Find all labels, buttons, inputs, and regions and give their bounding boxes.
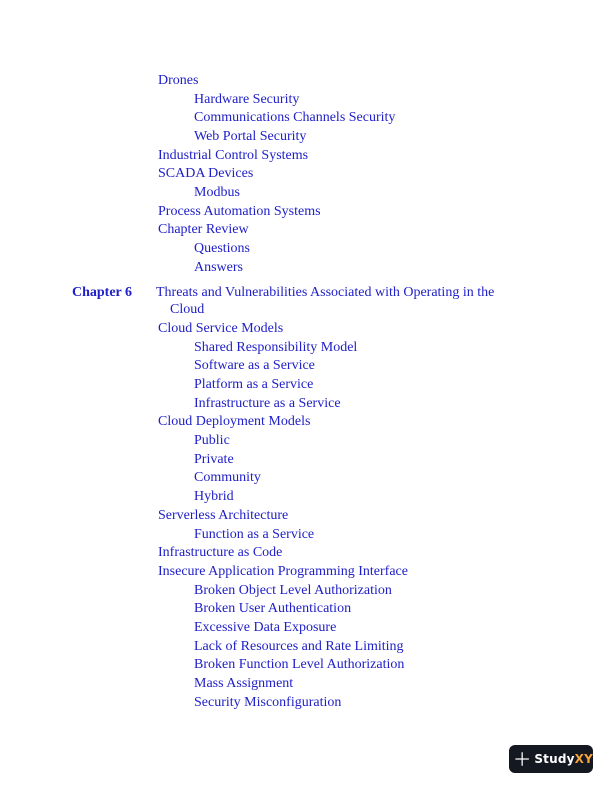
- toc-item-serverless-architecture[interactable]: Serverless Architecture: [158, 508, 289, 523]
- toc-item-web-portal-security[interactable]: Web Portal Security: [194, 129, 307, 144]
- toc-item-broken-function-level-authorization[interactable]: Broken Function Level Authorization: [194, 657, 405, 672]
- chapter-title[interactable]: [156, 284, 536, 318]
- toc-item-software-as-a-service[interactable]: Software as a Service: [194, 358, 315, 373]
- plus-sparkle-icon: [515, 751, 529, 767]
- studyxy-brand: [534, 752, 593, 766]
- studyxy-brand-main: Study: [534, 752, 575, 766]
- toc-item-community[interactable]: Community: [194, 470, 261, 485]
- toc-item-chapter-review[interactable]: Chapter Review: [158, 222, 249, 237]
- toc-item-excessive-data-exposure[interactable]: Excessive Data Exposure: [194, 620, 337, 635]
- toc-item-communications-channels-security[interactable]: Communications Channels Security: [194, 110, 396, 125]
- toc-item-hardware-security[interactable]: Hardware Security: [194, 92, 300, 107]
- toc-item-platform-as-a-service[interactable]: Platform as a Service: [194, 377, 314, 392]
- toc-item-process-automation-systems[interactable]: Process Automation Systems: [158, 204, 321, 219]
- toc-item-modbus[interactable]: Modbus: [194, 185, 240, 200]
- toc-item-infrastructure-as-code[interactable]: Infrastructure as Code: [158, 545, 283, 560]
- chapter-title-line-2: Cloud: [170, 302, 205, 317]
- toc-item-mass-assignment[interactable]: Mass Assignment: [194, 676, 294, 691]
- toc-item-insecure-api[interactable]: Insecure Application Programming Interface: [158, 564, 408, 579]
- toc-item-industrial-control-systems[interactable]: Industrial Control Systems: [158, 148, 309, 163]
- studyxy-badge[interactable]: [509, 745, 593, 773]
- chapter-number[interactable]: Chapter 6: [72, 285, 133, 300]
- toc-item-security-misconfiguration[interactable]: Security Misconfiguration: [194, 695, 342, 710]
- toc-item-lack-of-resources-and-rate-limiting[interactable]: Lack of Resources and Rate Limiting: [194, 639, 404, 654]
- studyxy-brand-accent: XY: [574, 752, 593, 766]
- toc-item-broken-user-authentication[interactable]: Broken User Authentication: [194, 601, 352, 616]
- toc-item-scada-devices[interactable]: SCADA Devices: [158, 166, 254, 181]
- toc-item-drones[interactable]: Drones: [158, 73, 199, 88]
- toc-item-private[interactable]: Private: [194, 452, 234, 467]
- toc-item-shared-responsibility-model[interactable]: Shared Responsibility Model: [194, 340, 358, 355]
- toc-item-cloud-deployment-models[interactable]: Cloud Deployment Models: [158, 414, 311, 429]
- toc-item-infrastructure-as-a-service[interactable]: Infrastructure as a Service: [194, 396, 341, 411]
- toc-item-cloud-service-models[interactable]: Cloud Service Models: [158, 321, 284, 336]
- toc-item-hybrid[interactable]: Hybrid: [194, 489, 234, 504]
- toc-item-broken-object-level-authorization[interactable]: Broken Object Level Authorization: [194, 583, 392, 598]
- toc-item-answers[interactable]: Answers: [194, 260, 243, 275]
- toc-item-public[interactable]: Public: [194, 433, 230, 448]
- toc-item-function-as-a-service[interactable]: Function as a Service: [194, 527, 315, 542]
- toc-item-questions[interactable]: Questions: [194, 241, 250, 256]
- chapter-title-line-1: Threats and Vulnerabilities Associated with Operating in the: [156, 285, 495, 300]
